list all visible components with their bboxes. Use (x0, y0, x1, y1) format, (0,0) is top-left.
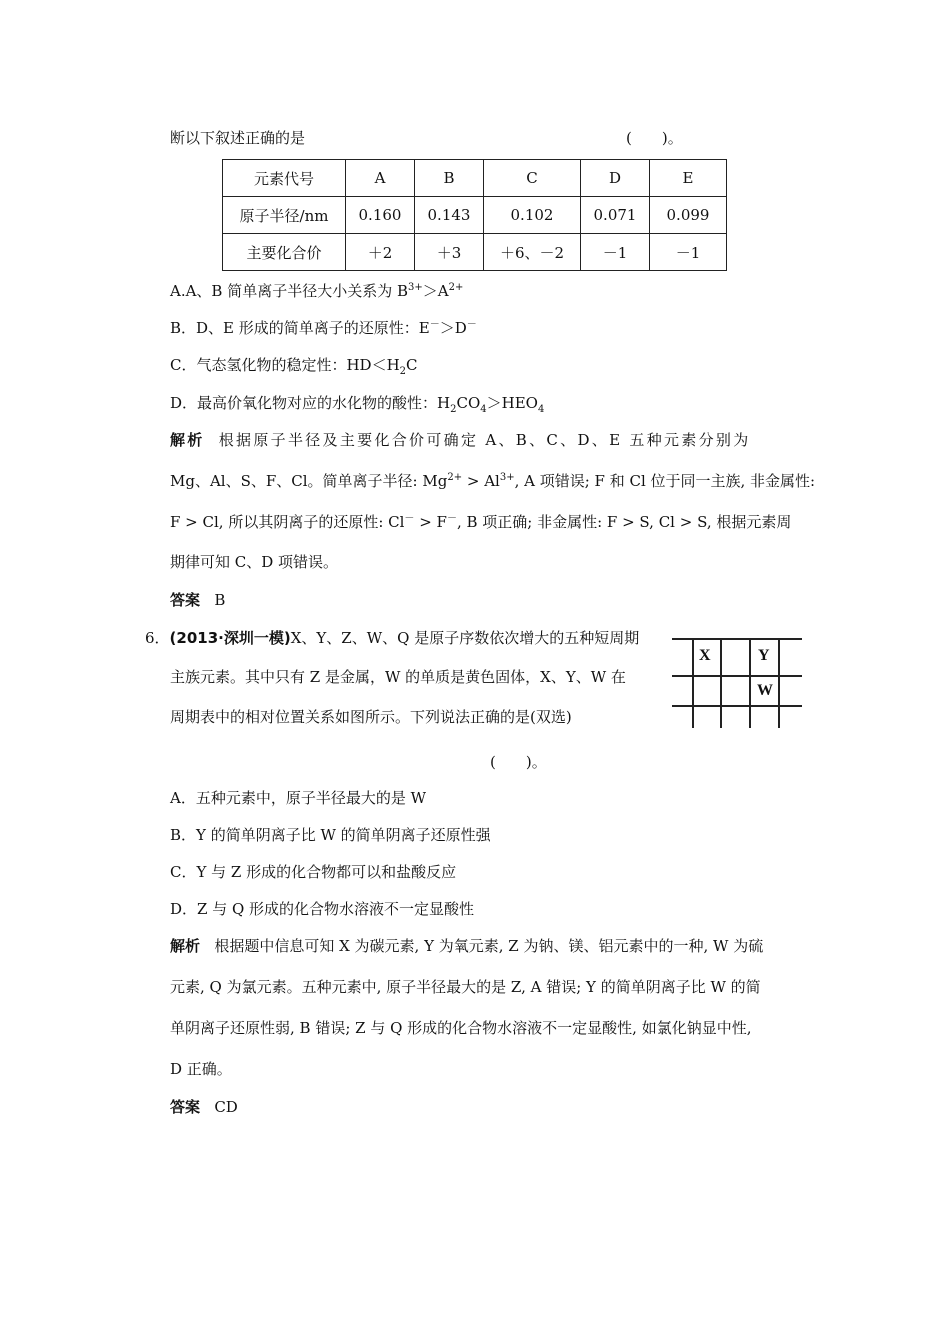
q6-analysis-line: D 正确。 (170, 1060, 232, 1078)
q6-option-b: B．Y 的简单阴离子比 W 的简单阴离子还原性强 (170, 826, 491, 844)
table-cell: －1 (650, 234, 727, 271)
table-cell: 0.143 (415, 197, 484, 234)
element-x: X (699, 647, 711, 664)
q6-option-c: C．Y 与 Z 形成的化合物都可以和盐酸反应 (170, 863, 457, 881)
q5-option-b: B．D、E 形成的简单离子的还原性：E－＞D－ (170, 319, 477, 337)
q5-answer-blank: ( )。 (626, 129, 683, 147)
table-row (223, 197, 727, 234)
element-y: Y (758, 647, 770, 664)
table-cell: 0.071 (581, 197, 650, 234)
q6-stem-line: 周期表中的相对位置关系如图所示。下列说法正确的是(双选) (170, 708, 572, 726)
q6-answer: 答案 CD (170, 1098, 238, 1116)
q5-option-a: A.A、B 简单离子半径大小关系为 $B^{3+}>A^{2+}$ (170, 282, 464, 300)
grid-line (749, 638, 751, 728)
element-w: W (757, 682, 773, 699)
q5-answer: 答案 B (170, 591, 226, 609)
table-cell: C (484, 160, 581, 197)
table-cell: 0.160 (346, 197, 415, 234)
q6-answer-blank: ( )。 (490, 753, 547, 771)
table-cell: 0.099 (650, 197, 727, 234)
q5-analysis-line: 期律可知 C、D 项错误。 (170, 553, 339, 571)
table-cell: ＋3 (415, 234, 484, 271)
grid-line (778, 638, 780, 728)
q5-analysis-line: Mg、Al、S、F、Cl。简单离子半径: $Mg^{2+} > Al^{3+}$, A 项错误; F 和 Cl 位于同一主族, 非金属性: (170, 472, 816, 490)
q5-analysis-line: 解析 根据原子半径及主要化合价可确定 A、B、C、D、E 五种元素分别为 (170, 431, 751, 449)
table-cell: －1 (581, 234, 650, 271)
table-cell: ＋6、－2 (484, 234, 581, 271)
analysis-label: 解析 (170, 937, 201, 955)
q6-analysis-line: 解析 根据题中信息可知 X 为碳元素, Y 为氧元素, Z 为钠、镁、铝元素中的一种, W 为硫 (170, 937, 764, 955)
q6-stem-line: 主族元素。其中只有 Z 是金属，W 的单质是黄色固体，X、Y、W 在 (170, 668, 626, 686)
q5-analysis-line: F > Cl, 所以其阴离子的还原性: Cl－ > F－, B 项正确; 非金属性: F > S, Cl > S, 根据元素周 (170, 513, 792, 531)
q6-option-d: D．Z 与 Q 形成的化合物水溶液不一定显酸性 (170, 900, 475, 918)
table-row (223, 234, 727, 271)
periodic-table-fragment (672, 636, 802, 728)
q6-stem-line: 6．(2013·深圳一模)X、Y、Z、W、Q 是原子序数依次增大的五种短周期 (145, 629, 640, 647)
table-cell: 元素代号 (223, 160, 346, 197)
q5-option-d: D．最高价氧化物对应的水化物的酸性：$H_2CO_4>HEO_4$ (170, 394, 545, 415)
q5-stem: 断以下叙述正确的是 (170, 129, 306, 147)
table-cell: 原子半径/nm (223, 197, 346, 234)
grid-line (720, 638, 722, 728)
table-row (223, 160, 727, 197)
q6-analysis-line: 元素, Q 为氯元素。五种元素中, 原子半径最大的是 Z, A 错误; Y 的简单阴离子比 W 的简 (170, 978, 761, 996)
table-cell: 0.102 (484, 197, 581, 234)
q6-analysis-line: 单阴离子还原性弱, B 错误; Z 与 Q 形成的化合物水溶液不一定显酸性, 如氯化钠显中性, (170, 1019, 752, 1037)
answer-label: 答案 (170, 1098, 201, 1116)
table-cell: B (415, 160, 484, 197)
q6-option-a: A．五种元素中，原子半径最大的是 W (170, 789, 427, 807)
table-cell: A (346, 160, 415, 197)
grid-line (692, 638, 694, 728)
analysis-label: 解析 (170, 431, 205, 449)
q5-option-c: C．气态氢化物的稳定性：$HD<H_2C$ (170, 356, 418, 377)
q6-source: (2013·深圳一模) (169, 629, 291, 647)
table-cell: D (581, 160, 650, 197)
table-cell: 主要化合价 (223, 234, 346, 271)
element-table (222, 159, 727, 271)
answer-label: 答案 (170, 591, 201, 609)
table-cell: E (650, 160, 727, 197)
table-cell: ＋2 (346, 234, 415, 271)
